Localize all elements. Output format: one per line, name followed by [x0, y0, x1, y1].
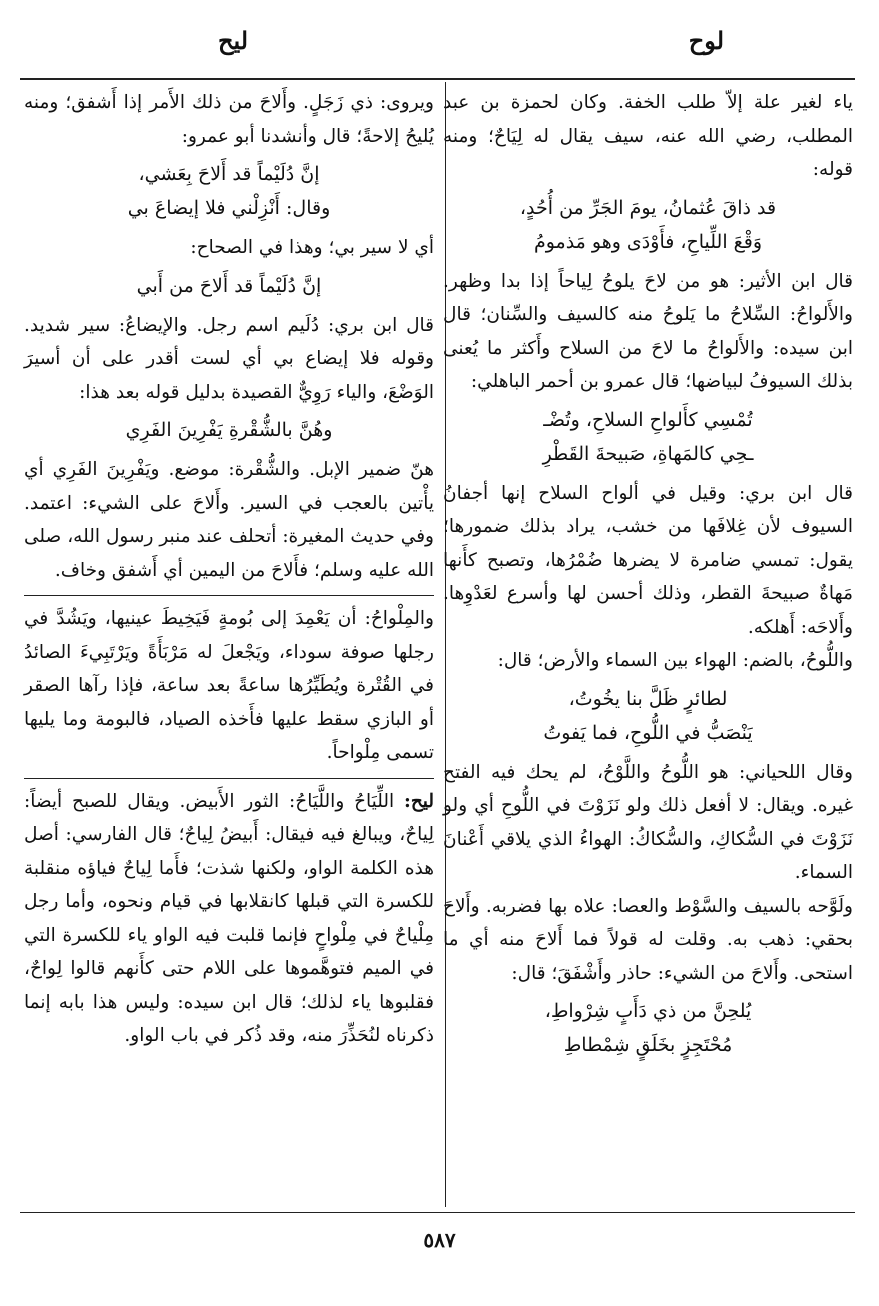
- verse-line: إنَّ دُلَيْماً قد أَلاحَ من أَبي: [136, 274, 322, 297]
- verse-line: ـحِي كالمَهاةِ، صَبيحةَ القَطْرِ: [542, 442, 754, 465]
- entry-paragraph: ولَوَّحه بالسيف والسَّوْط والعصا: علاه بها فضربه. وأَلاحَ بحقي: ذهب به. وقلت له قولاً فما أَلاحَ منه أي ما استحى. وأَلاحَ من الشيء: حاذر وأَشْفَقَ؛ قال:: [443, 895, 853, 984]
- verse-line: يَنْصَبُّ في اللُّوحِ، فما يَفوتُ: [543, 721, 753, 744]
- verse-line: تُمْسِي كأَلواحِ السلاحِ، وتُضْـ: [543, 408, 753, 431]
- verse: [443, 191, 853, 259]
- entry-paragraph: ويروى: ذي زَجَلٍ. وأَلاحَ من ذلك الأَمر إذا أَشفق؛ ومنه يُليحُ إلاحةً؛ قال وأنشدنا أبو عمرو:: [24, 92, 434, 147]
- verse-line: إنَّ دُلَيْماً قد أَلاحَ بِعَشي،: [138, 163, 320, 185]
- entry-paragraph: وقال اللحياني: هو اللُّوحُ واللَّوْحُ، لم يحك فيه الفتح غيره. ويقال: لا أفعل ذلك ولو نَزَوْتَ في اللُّوحِ أي ولو نَزَوْتَ في السُّكاكِ، والسُّكاكُ: الهواءُ الذي يلاقي أَعْنانَ السماء.: [443, 761, 853, 883]
- verse-line: وَقْعَ اللِّياحِ، فأَوْدَى وهو مَذمومُ: [533, 230, 763, 253]
- verse-line: لطائرٍ ظَلَّ بنا يخُوتُ،: [568, 687, 728, 710]
- entry-separator: [24, 595, 434, 596]
- verse: [443, 994, 853, 1062]
- entry-paragraph: أي لا سير بي؛ وهذا في الصحاح:: [190, 237, 434, 258]
- verse: [24, 413, 434, 447]
- entry-text: اللِّيَاحُ واللَّيَاحُ: الثور الأَبيض. ويقال للصبح أيضاً: لِياحٌ، ويبالغ فيه فيقال: أَبيضُ لِياحٌ؛ قال الفارسي: أصل هذه الكلمة الواو، ولكنها شذت؛ فأَما لِياحٌ فياؤه منقلبة للكسرة التي قبلها كانقلابها في قيام ونحوه، وأما رجل مِلْياحٌ في مِلْواحٍ فإنما قلبت فيه الواو ياء للكسرة التي في الميم فتوهَّموها على اللام حتى كأَنهم قالوا لِواحٌ، فقلبوها ياء لذلك؛ قال ابن سيده: وليس هذا بابه إنما ذكرناه لنُحَذِّرَ منه، وقد ذُكر في باب الواو.: [24, 790, 434, 1046]
- entry-headword: ليح:: [404, 790, 434, 812]
- guide-word-right: لوح: [688, 26, 724, 55]
- entry-separator: [24, 778, 434, 779]
- verse-line: يُلحِنَّ من ذي دَأَبٍ شِرْواطِ،: [544, 1000, 752, 1022]
- left-column: [24, 86, 434, 1053]
- verse-line: وهُنَّ بالشُّقْرةِ يَفْرِينَ الفَرِي: [125, 419, 333, 441]
- entry-paragraph: واللُّوحُ، بالضم: الهواء بين السماء والأرض؛ قال:: [497, 650, 853, 671]
- entry-paragraph: قال ابن بري: دُلَيم اسم رجل. والإيضاعُ: سير شديد. وقوله فلا إيضاع بي أي لست أقدر على أن أسيرَ الوَضْعَ، والياء رَوِيٌّ القصيدة بدليل قوله بعد هذا:: [24, 314, 434, 403]
- verse: [24, 269, 434, 303]
- top-rule: [20, 78, 855, 80]
- guide-word-left: ليح: [218, 26, 249, 55]
- entry-paragraph: قال ابن الأثير: هو من لاحَ يلوحُ لِياحاً إذا بدا وظهر. والأَلواحُ: السِّلاحُ ما يَلوحُ منه كالسيف والسِّنان؛ قال ابن سيده: والأَلواحُ ما لاحَ من السلاح وأَكثر ما يُعنى بذلك السيوفُ لبياضها؛ قال عمرو بن أحمر الباهلي:: [443, 270, 853, 392]
- verse-line: قد ذاقَ عُثمانُ، يومَ الجَرِّ من أُحُدٍ،: [519, 196, 777, 219]
- bottom-rule: [20, 1212, 855, 1213]
- entry-paragraph: والمِلْواحُ: أن يَعْمِدَ إلى بُومةٍ فَيَخِيطَ عينيها، ويَشُدَّ في رجلها صوفة سوداء، ويَجْعلَ له مَرْبَأَةً ويَرْتَبِيءَ الصائدُ في القُتْرة ويُطَيِّرُها ساعةً بعد ساعة، فإذا رآها الصقر أو البازي سقط عليها فأَخذه الصياد، فالبومة وما يليها تسمى مِلْواحاً.: [24, 608, 434, 763]
- entry-paragraph: [24, 785, 434, 1053]
- verse: [443, 682, 853, 750]
- entry-paragraph: قال ابن بري: وقيل في ألواح السلاح إنها أجفانُ السيوف لأن غِلافَها من خشب، يراد بذلك ضمورها؛ يقول: تمسي ضامرة لا يضرها ضُمْرُها، وتصبح كأَنها مَهاةٌ صبيحةَ القطر، وذلك أحسن لها وأسرع لعَدْوِها. وأَلاحَه: أَهلكه.: [443, 482, 853, 638]
- verse: [24, 157, 434, 225]
- verse-line: مُحْتَجِزٍ بخَلَقٍ شِمْطاطِ: [563, 1034, 733, 1056]
- verse-line: وقال: أَنْزِلْني فلا إيضاعَ بي: [127, 197, 331, 219]
- page-number: ٥٨٧: [423, 1228, 456, 1252]
- entry-paragraph: هنّ ضمير الإبل. والشُّقْرة: موضع. ويَفْرِينَ الفَرِي أي يأْتين بالعجب في السير. وأَلاحَ على الشيء: اعتمد. وفي حديث المغيرة: أتحلف عند منبر رسول الله، صلى الله عليه وسلم؛ فأَلاحَ من اليمين أي أَشفق وخاف.: [24, 459, 434, 581]
- verse: [443, 403, 853, 471]
- right-column: [443, 86, 853, 1068]
- entry-paragraph: ياء لغير علة إلاّ طلب الخفة. وكان لحمزة بن عبد المطلب، رضي الله عنه، سيف يقال له لِيَاحٌ؛ ومنه قوله:: [443, 92, 853, 180]
